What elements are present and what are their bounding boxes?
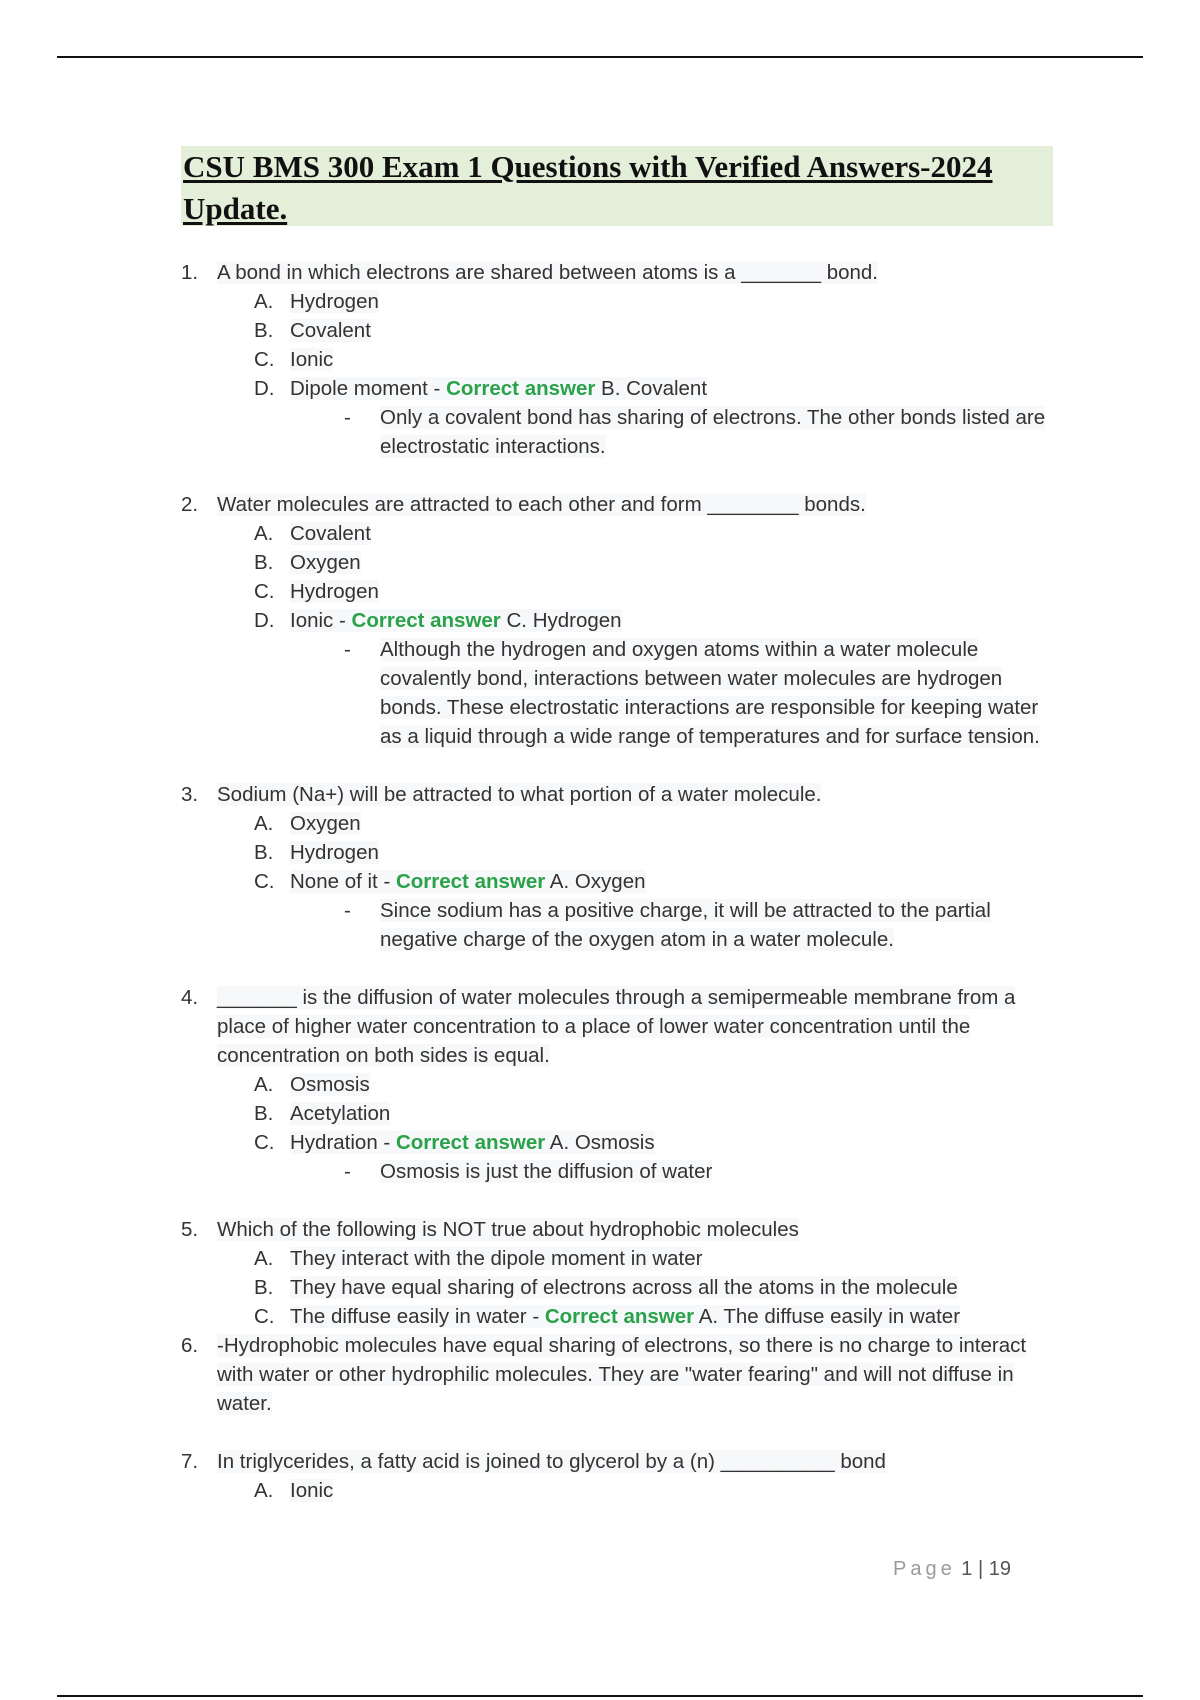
correct-answer-value: C. Hydrogen bbox=[500, 609, 622, 632]
footer-rule bbox=[57, 1695, 1143, 1697]
option-text: Ionic - bbox=[290, 609, 352, 632]
option-text: Hydration - bbox=[290, 1131, 396, 1154]
option-b bbox=[181, 316, 1061, 345]
question-1 bbox=[181, 258, 1061, 461]
question-text: Which of the following is NOT true about hydrophobic molecules bbox=[217, 1218, 799, 1241]
option-letter: D. bbox=[254, 377, 275, 400]
option-text: Ionic bbox=[290, 348, 334, 371]
question-number: 1. bbox=[181, 261, 199, 284]
option-c bbox=[181, 577, 1061, 606]
dash-bullet: - bbox=[344, 406, 351, 429]
question-3 bbox=[181, 780, 1061, 954]
question-4 bbox=[181, 983, 1061, 1186]
correct-answer-label: Correct answer bbox=[446, 377, 596, 400]
header-rule bbox=[57, 56, 1143, 58]
option-text: They have equal sharing of electrons across all the atoms in the molecule bbox=[290, 1276, 958, 1299]
correct-answer-label: Correct answer bbox=[395, 1131, 546, 1154]
option-a bbox=[181, 1244, 1061, 1273]
option-text: They interact with the dipole moment in water bbox=[290, 1247, 703, 1270]
option-text: The diffuse easily in water - bbox=[290, 1305, 545, 1328]
option-a bbox=[181, 287, 1061, 316]
option-text: Ionic bbox=[290, 1479, 334, 1502]
dash-bullet: - bbox=[344, 899, 351, 922]
option-a bbox=[181, 809, 1061, 838]
question-text: _______ is the diffusion of water molecules through a semipermeable membrane from a place of higher water concentration to a place of lower water concentration until the concentration on both sides is equal. bbox=[217, 986, 1016, 1067]
question-2 bbox=[181, 490, 1061, 751]
question-7 bbox=[181, 1447, 1061, 1505]
question-text: Water molecules are attracted to each other and form ________ bonds. bbox=[217, 493, 866, 516]
question-6 bbox=[181, 1331, 1061, 1418]
option-text: Dipole moment - bbox=[290, 377, 447, 400]
option-letter: A. bbox=[254, 1073, 274, 1096]
question-number: 4. bbox=[181, 986, 199, 1009]
option-letter: C. bbox=[254, 1305, 275, 1328]
option-b bbox=[181, 1099, 1061, 1128]
option-letter: A. bbox=[254, 290, 274, 313]
correct-answer-label: Correct answer bbox=[351, 609, 501, 632]
explanation-text: Only a covalent bond has sharing of electrons. The other bonds listed are electrostatic interactions. bbox=[380, 406, 1046, 458]
question-number: 7. bbox=[181, 1450, 199, 1473]
option-letter: B. bbox=[254, 1276, 274, 1299]
correct-answer-value: B. Covalent bbox=[595, 377, 708, 400]
option-letter: C. bbox=[254, 1131, 275, 1154]
option-a bbox=[181, 1476, 1061, 1505]
question-text: -Hydrophobic molecules have equal sharing of electrons, so there is no charge to interact with water or other hydrophilic molecules. They are "water fearing" and will not diffuse in water. bbox=[217, 1334, 1027, 1415]
option-text: Oxygen bbox=[290, 551, 361, 574]
option-letter: A. bbox=[254, 812, 274, 835]
correct-answer-label: Correct answer bbox=[544, 1305, 695, 1328]
option-letter: B. bbox=[254, 1102, 274, 1125]
question-number: 3. bbox=[181, 783, 199, 806]
correct-answer-label: Correct answer bbox=[395, 870, 546, 893]
option-c bbox=[181, 1302, 1061, 1331]
question-number: 5. bbox=[181, 1218, 199, 1241]
option-letter: B. bbox=[254, 841, 274, 864]
option-b bbox=[181, 838, 1061, 867]
option-c bbox=[181, 345, 1061, 374]
option-text: Oxygen bbox=[290, 812, 361, 835]
option-letter: B. bbox=[254, 319, 274, 342]
option-text: Acetylation bbox=[290, 1102, 391, 1125]
explanation bbox=[181, 896, 1061, 954]
correct-answer-value: A. The diffuse easily in water bbox=[694, 1305, 961, 1328]
option-text: Hydrogen bbox=[290, 841, 379, 864]
question-text: Sodium (Na+) will be attracted to what portion of a water molecule. bbox=[217, 783, 822, 806]
option-letter: A. bbox=[254, 522, 274, 545]
option-text: Covalent bbox=[290, 522, 371, 545]
option-d bbox=[181, 606, 1061, 635]
page-current: 1 bbox=[961, 1558, 973, 1580]
page-number bbox=[893, 1558, 1011, 1581]
question-text: A bond in which electrons are shared between atoms is a _______ bond. bbox=[217, 261, 878, 284]
correct-answer-value: A. Osmosis bbox=[545, 1131, 655, 1154]
option-text: Hydrogen bbox=[290, 580, 379, 603]
option-b bbox=[181, 548, 1061, 577]
option-letter: D. bbox=[254, 609, 275, 632]
question-5 bbox=[181, 1215, 1061, 1331]
question-list bbox=[181, 258, 1061, 1534]
option-c bbox=[181, 867, 1061, 896]
page-total: 19 bbox=[988, 1558, 1011, 1580]
option-text: Covalent bbox=[290, 319, 371, 342]
explanation bbox=[181, 1157, 1061, 1186]
question-text: In triglycerides, a fatty acid is joined to glycerol by a (n) __________ bond bbox=[217, 1450, 886, 1473]
option-letter: A. bbox=[254, 1247, 274, 1270]
explanation-text: Osmosis is just the diffusion of water bbox=[380, 1160, 713, 1183]
option-a bbox=[181, 519, 1061, 548]
option-text: None of it - bbox=[290, 870, 396, 893]
dash-bullet: - bbox=[344, 638, 351, 661]
option-letter: C. bbox=[254, 580, 275, 603]
page-separator: | bbox=[972, 1558, 989, 1580]
option-letter: A. bbox=[254, 1479, 274, 1502]
option-letter: C. bbox=[254, 870, 275, 893]
option-letter: B. bbox=[254, 551, 274, 574]
explanation-text: Since sodium has a positive charge, it will be attracted to the partial negative charge of the oxygen atom in a water molecule. bbox=[380, 899, 991, 951]
dash-bullet: - bbox=[344, 1160, 351, 1183]
option-text: Hydrogen bbox=[290, 290, 379, 313]
option-a bbox=[181, 1070, 1061, 1099]
option-d bbox=[181, 374, 1061, 403]
explanation bbox=[181, 403, 1061, 461]
correct-answer-value: A. Oxygen bbox=[545, 870, 646, 893]
question-number: 6. bbox=[181, 1334, 199, 1357]
explanation bbox=[181, 635, 1061, 751]
document-title: CSU BMS 300 Exam 1 Questions with Verified Answers-2024 Update. bbox=[183, 149, 993, 226]
option-letter: C. bbox=[254, 348, 275, 371]
option-b bbox=[181, 1273, 1061, 1302]
question-number: 2. bbox=[181, 493, 199, 516]
page-word: Page bbox=[893, 1558, 956, 1580]
option-c bbox=[181, 1128, 1061, 1157]
explanation-text: Although the hydrogen and oxygen atoms within a water molecule covalently bond, interactions between water molecules are hydrogen bonds. These electrostatic interactions are responsible for keeping water as a liquid through a wide range of temperatures and for surface tension. bbox=[380, 638, 1040, 748]
option-text: Osmosis bbox=[290, 1073, 370, 1096]
